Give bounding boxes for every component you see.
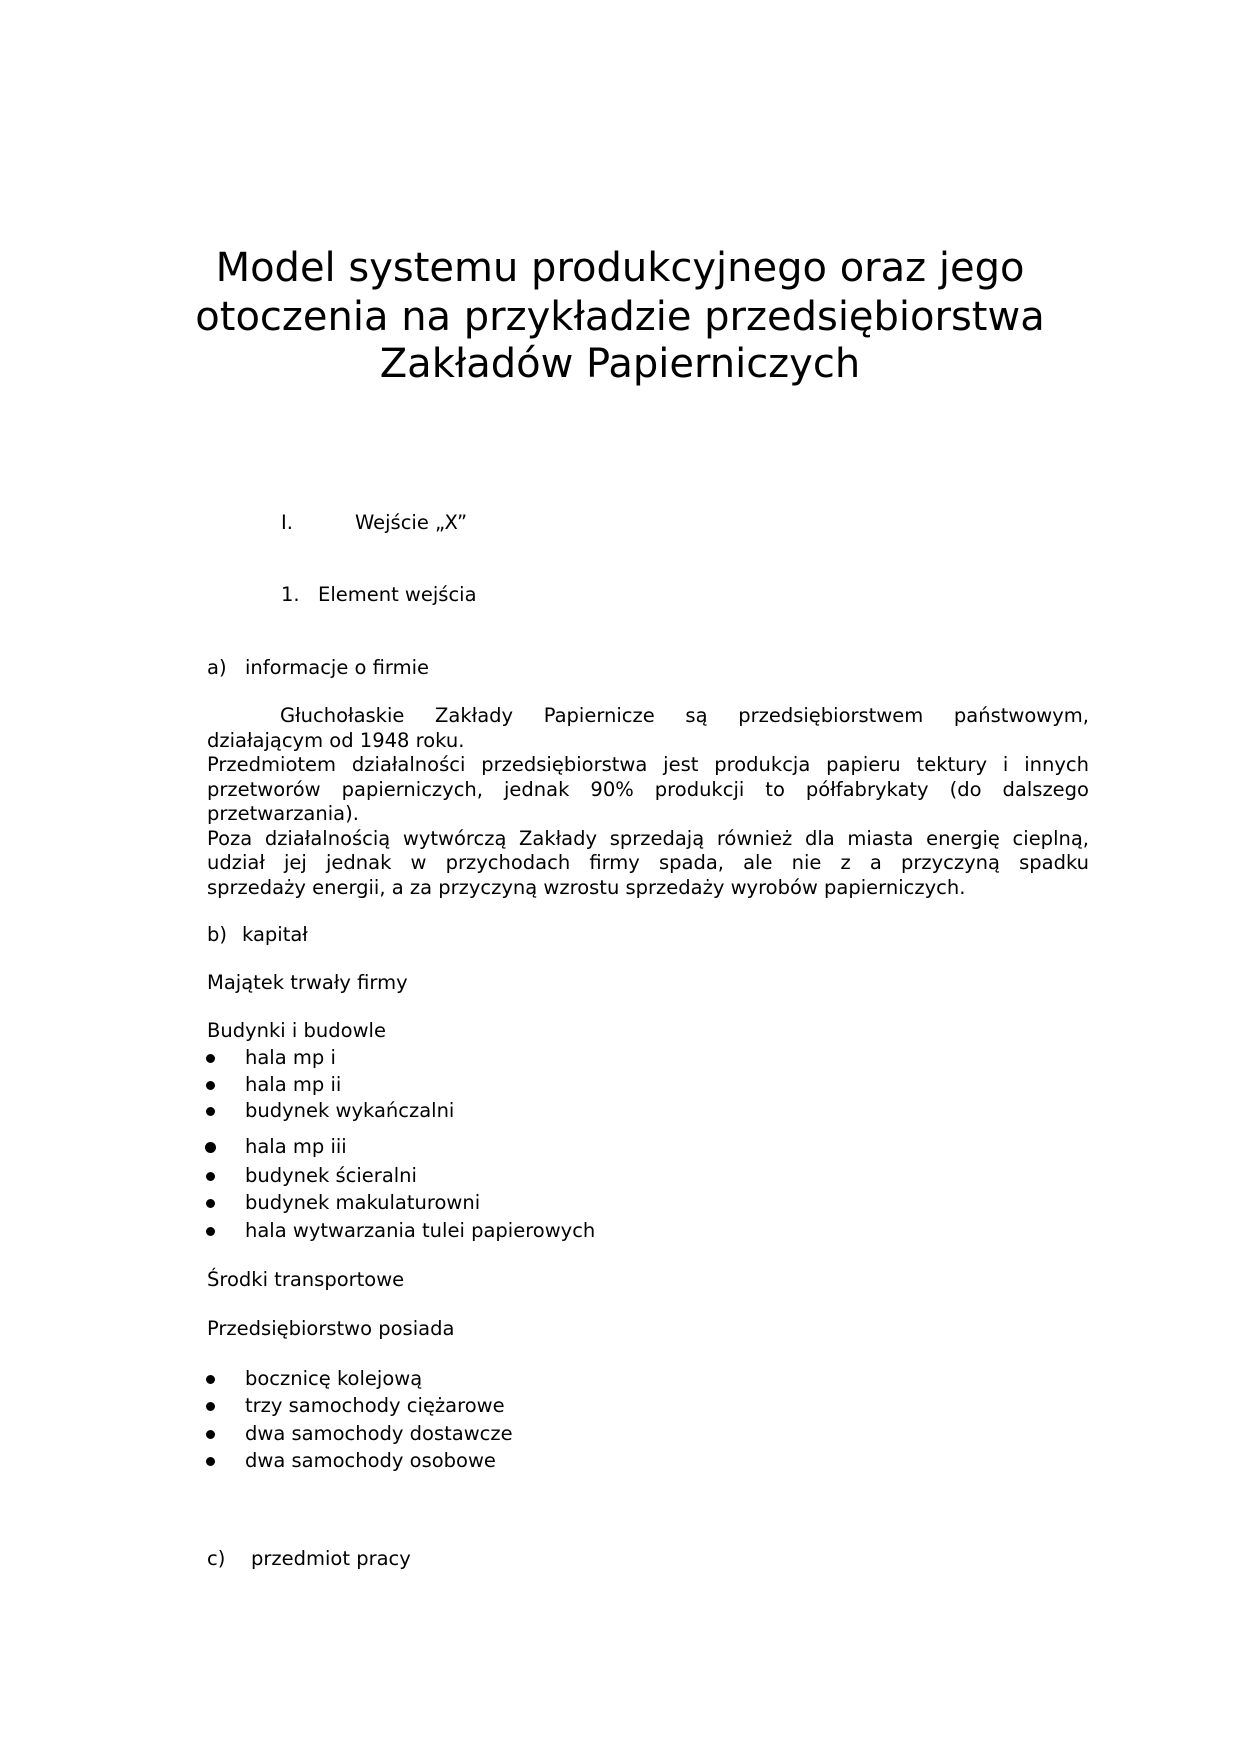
paragraph-line: działającym od 1948 roku. xyxy=(207,729,465,752)
document-title-line-1: Model systemu produkcyjnego oraz jego xyxy=(215,245,1025,291)
bullet-icon xyxy=(206,1172,215,1181)
bullet-icon xyxy=(205,1142,216,1153)
subsection-number: 1. xyxy=(281,583,300,606)
list-item: hala mp i xyxy=(245,1046,336,1069)
item-c-marker: c) xyxy=(207,1547,226,1570)
paragraph-line: Poza działalnością wytwórczą Zakłady sprzedają również dla miasta energię cieplną, xyxy=(207,827,1089,850)
bullet-icon xyxy=(206,1081,215,1090)
section-heading: Wejście „X” xyxy=(355,511,468,534)
bullet-icon xyxy=(206,1054,215,1063)
item-a-marker: a) xyxy=(207,656,227,679)
subsection-heading: Element wejścia xyxy=(318,583,477,606)
list-item: hala mp ii xyxy=(245,1073,342,1096)
list-item: bocznicę kolejową xyxy=(245,1367,423,1390)
item-b-marker: b) xyxy=(207,923,227,946)
list-item: budynek wykańczalni xyxy=(245,1099,455,1122)
fixed-assets-heading: Majątek trwały firmy xyxy=(207,971,408,994)
paragraph-line: Przedmiotem działalności przedsiębiorstwa jest produkcja papieru tektury i innych xyxy=(207,753,1089,776)
document-title-line-2: otoczenia na przykładzie przedsiębiorstwa xyxy=(195,294,1045,340)
list-item: hala mp iii xyxy=(245,1135,347,1158)
list-item: dwa samochody dostawcze xyxy=(245,1422,513,1445)
bullet-icon xyxy=(206,1402,215,1411)
document-title-line-3: Zakładów Papierniczych xyxy=(379,341,861,387)
section-number: I. xyxy=(281,511,293,534)
bullet-icon xyxy=(206,1375,215,1384)
list-item: dwa samochody osobowe xyxy=(245,1449,496,1472)
bullet-icon xyxy=(206,1457,215,1466)
buildings-heading: Budynki i budowle xyxy=(207,1019,386,1042)
list-item: budynek makulaturowni xyxy=(245,1191,481,1214)
bullet-icon xyxy=(206,1430,215,1439)
paragraph-line: przetwarzania). xyxy=(207,802,359,825)
owns-text: Przedsiębiorstwo posiada xyxy=(207,1317,455,1340)
transport-heading: Środki transportowe xyxy=(207,1268,405,1291)
bullet-icon xyxy=(206,1227,215,1236)
item-b-heading: kapitał xyxy=(242,923,308,946)
paragraph-line: Głuchołaskie Zakłady Papiernicze są przedsiębiorstwem państwowym, xyxy=(280,704,1089,727)
item-c-heading: przedmiot pracy xyxy=(251,1547,411,1570)
list-item: hala wytwarzania tulei papierowych xyxy=(245,1219,596,1242)
item-a-heading: informacje o firmie xyxy=(245,656,430,679)
paragraph-line: udział jej jednak w przychodach firmy spada, ale nie z a przyczyną spadku xyxy=(207,851,1089,874)
list-item: trzy samochody ciężarowe xyxy=(245,1394,505,1417)
list-item: budynek ścieralni xyxy=(245,1164,417,1187)
bullet-icon xyxy=(206,1199,215,1208)
paragraph-line: przetworów papierniczych, jednak 90% produkcji to półfabrykaty (do dalszego xyxy=(207,778,1089,801)
paragraph-line: sprzedaży energii, a za przyczyną wzrostu sprzedaży wyrobów papierniczych. xyxy=(207,876,966,899)
bullet-icon xyxy=(206,1107,215,1116)
